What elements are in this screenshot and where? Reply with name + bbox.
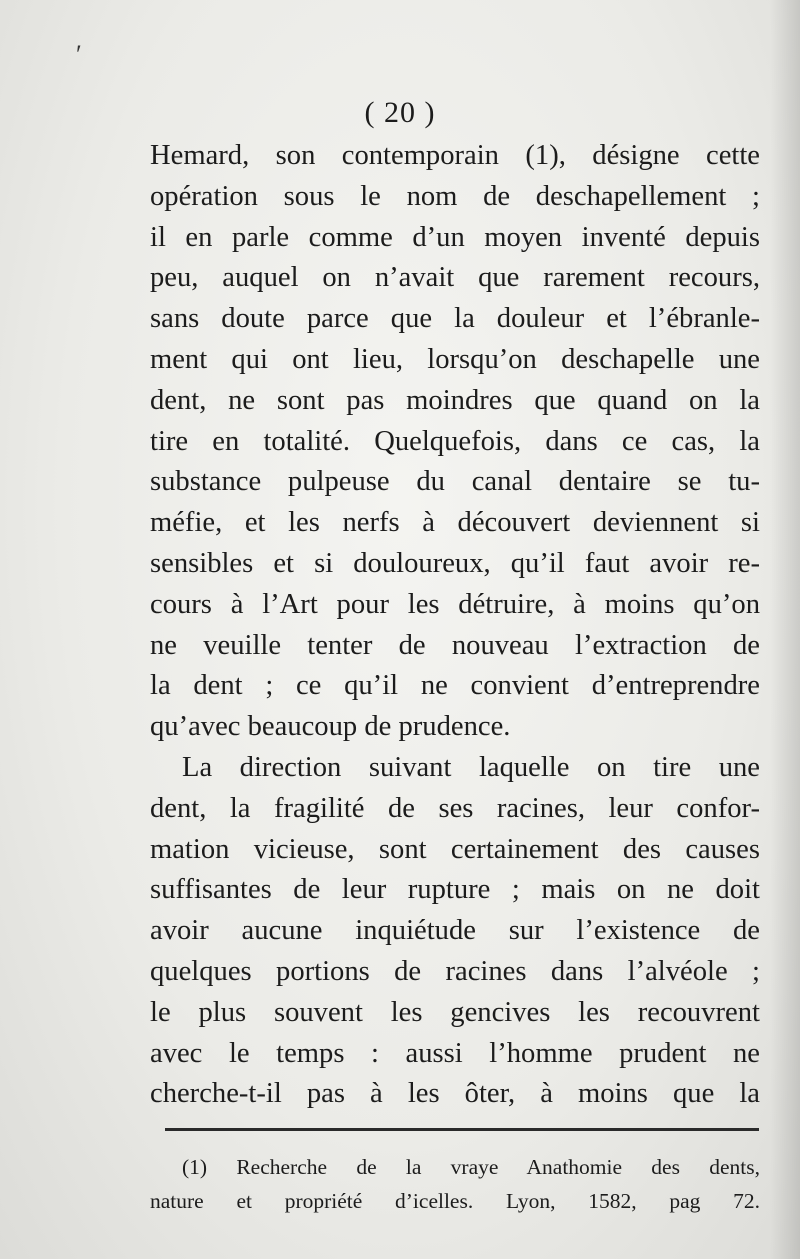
text-line: avoir aucune inquiétude sur l’existence de bbox=[150, 915, 760, 947]
text-line: cours à l’Art pour les détruire, à moins qu’on bbox=[150, 588, 760, 620]
text-line: tire en totalité. Quelquefois, dans ce cas, la bbox=[150, 425, 760, 457]
text-line: opération sous le nom de deschapellement ; bbox=[150, 180, 760, 212]
text-line: quelques portions de racines dans l’alvéole ; bbox=[150, 955, 760, 987]
text-line: la dent ; ce qu’il ne convient d’entreprendre bbox=[150, 670, 760, 702]
text-line: suffisantes de leur rupture ; mais on ne doit bbox=[150, 874, 760, 906]
footnote-line: nature et propriété d’icelles. Lyon, 1582, pag 72. bbox=[150, 1189, 760, 1213]
page-number: ( 20 ) bbox=[364, 96, 436, 129]
text-line: dent, la fragilité de ses racines, leur confor- bbox=[150, 792, 760, 824]
text-line: méfie, et les nerfs à découvert deviennent si bbox=[150, 507, 760, 539]
text-line: mation vicieuse, sont certainement des causes bbox=[150, 833, 760, 865]
text-line: il en parle comme d’un moyen inventé depuis bbox=[150, 221, 760, 253]
text-line: qu’avec beaucoup de prudence. bbox=[150, 711, 511, 743]
text-line: cherche-t-il pas à les ôter, à moins que la bbox=[150, 1078, 760, 1110]
body-text bbox=[150, 136, 760, 1115]
text-line: avec le temps : aussi l’homme prudent ne bbox=[150, 1037, 760, 1069]
text-line: sensibles et si douloureux, qu’il faut avoir re- bbox=[150, 547, 760, 579]
text-line: Hemard, son contemporain (1), désigne cette bbox=[150, 140, 760, 171]
footnote-line: (1) Recherche de la vraye Anathomie des dents, bbox=[182, 1155, 760, 1179]
footnote-rule bbox=[165, 1128, 759, 1131]
text-line: ne veuille tenter de nouveau l’extraction de bbox=[150, 629, 760, 661]
text-line: substance pulpeuse du canal dentaire se tu- bbox=[150, 466, 760, 498]
page-edge-shadow bbox=[770, 0, 800, 1259]
stray-ink-mark: ′ bbox=[76, 40, 82, 69]
text-line: le plus souvent les gencives les recouvrent bbox=[150, 996, 760, 1028]
text-line: ment qui ont lieu, lorsqu’on deschapelle une bbox=[150, 343, 760, 375]
text-line: La direction suivant laquelle on tire une bbox=[182, 751, 760, 783]
text-line: dent, ne sont pas moindres que quand on la bbox=[150, 384, 760, 416]
text-line: peu, auquel on n’avait que rarement recours, bbox=[150, 262, 760, 294]
text-line: sans doute parce que la douleur et l’ébranle- bbox=[150, 303, 760, 335]
footnote bbox=[150, 1150, 760, 1218]
